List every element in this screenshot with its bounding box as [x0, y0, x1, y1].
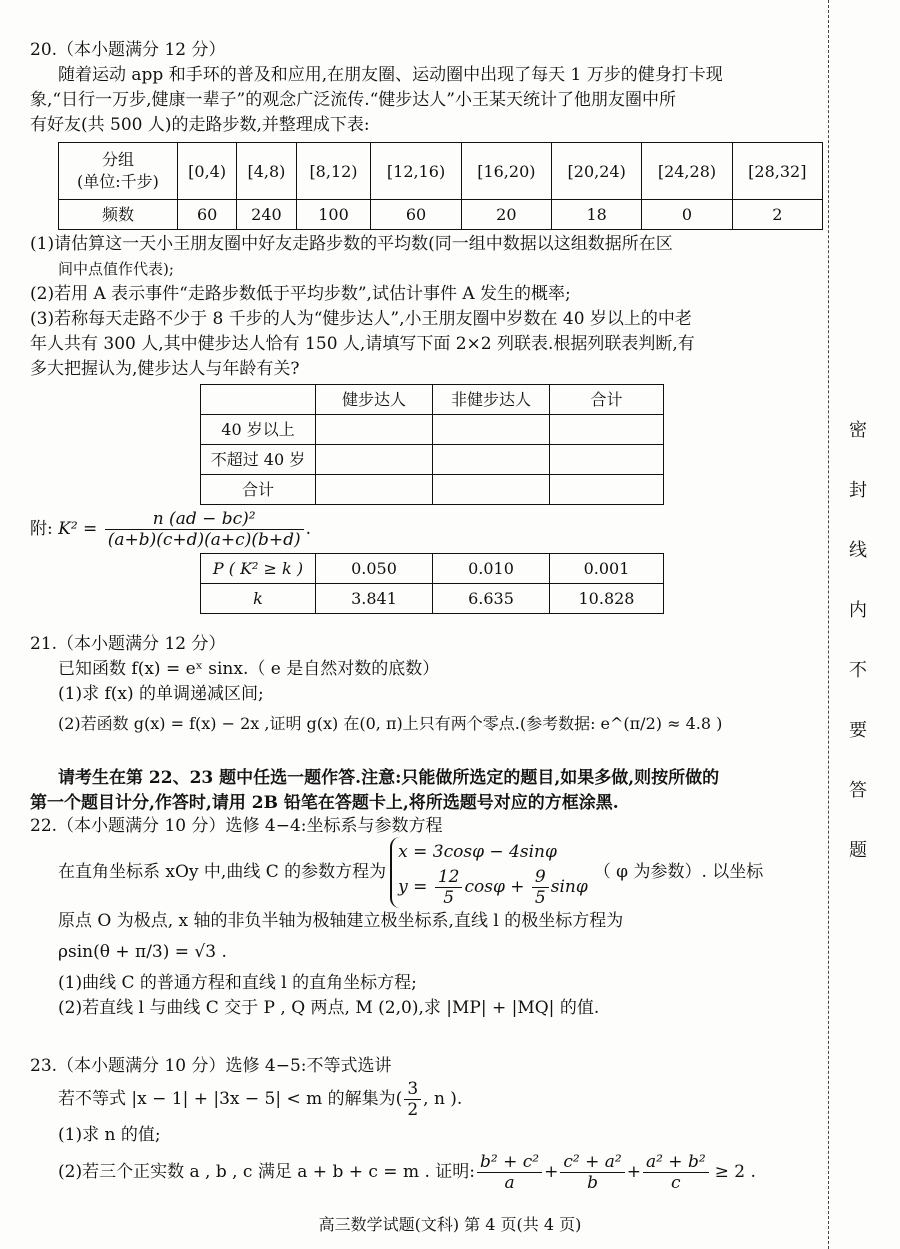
q20-intro-line: 有好友(共 500 人)的走路步数,并整理成下表:	[30, 115, 370, 135]
p-value-cell: 0.050	[316, 554, 433, 584]
group-cell: [20,24)	[552, 143, 642, 200]
contingency-row-label: 不超过 40 岁	[201, 445, 316, 475]
contingency-header-cell: 合计	[550, 385, 664, 415]
freq-cell: 20	[461, 200, 551, 230]
q20-part3-cont: 年人共有 300 人,其中健步达人恰有 150 人,请填写下面 2×2 列联表.根据列联表判断,有	[30, 334, 695, 354]
blank-cell	[316, 475, 433, 505]
q20-part1: (1)请估算这一天小王朋友圈中好友走路步数的平均数(同一组中数据以这组数据所在区	[30, 234, 673, 254]
group-cell: [24,28)	[642, 143, 732, 200]
contingency-header-cell: 非健步达人	[433, 385, 550, 415]
contingency-table	[200, 384, 664, 505]
group-cell: [28,32]	[732, 143, 822, 200]
blank-cell	[550, 415, 664, 445]
q23-header: 23.（本小题满分 10 分）选修 4−5:不等式选讲	[30, 1056, 392, 1076]
freq-cell: 240	[237, 200, 296, 230]
q22-intro: 在直角坐标系 xOy 中,曲线 C 的参数方程为 x = 3cosφ − 4sinφ y = $\frac{12}{5}$ cosφ + $\frac{9}{5}$ sinφ （ φ 为参数）. 以坐标	[30, 839, 820, 905]
seal-line-text: 密 封 线 内 不 要 答 题	[849, 420, 867, 861]
freq-cell: 2	[732, 200, 822, 230]
blank-cell	[316, 445, 433, 475]
q23-intro: 若不等式 |x − 1| + |3x − 5| < m 的解集为( $\frac{3}{2}$ , n ).	[58, 1078, 463, 1120]
blank-cell	[316, 415, 433, 445]
choice-note	[30, 766, 820, 816]
freq-cell: 18	[552, 200, 642, 230]
k-value-cell: 3.841	[316, 584, 433, 614]
q21-intro: 已知函数 f(x) = eˣ sinx.（ e 是自然对数的底数）	[58, 659, 440, 679]
question-23	[30, 1054, 820, 1196]
k-label-cell: k	[201, 584, 316, 614]
q21-header: 21.（本小题满分 12 分）	[30, 634, 226, 654]
formula-fraction: $\frac{\text{n (ad − bc)²}}{(a+b)(c+d)(a+c)(b+d)}$	[105, 509, 304, 550]
q22-part2: (2)若直线 l 与曲线 C 交于 P , Q 两点, M (2,0),求 |MP| + |MQ| 的值.	[58, 998, 600, 1018]
freq-header-cell: 分组 (单位:千步)	[59, 143, 178, 200]
q22-line2: 原点 O 为极点, x 轴的非负半轴为极轴建立极坐标系,直线 l 的极坐标方程为	[58, 911, 624, 931]
choice-note-line: 请考生在第 22、23 题中任选一题作答.注意:只能做所选定的题目,如果多做,则按所做的	[58, 768, 720, 788]
freq-cell: 60	[178, 200, 237, 230]
critical-value-table	[200, 553, 664, 614]
freq-label-cell: 频数	[59, 200, 178, 230]
q20-part3-cont: 多大把握认为,健步达人与年龄有关?	[30, 359, 300, 379]
contingency-row-label: 40 岁以上	[201, 415, 316, 445]
contingency-header-cell: 健步达人	[316, 385, 433, 415]
contingency-header-cell	[201, 385, 316, 415]
group-cell: [8,12)	[296, 143, 371, 200]
k-value-cell: 10.828	[550, 584, 664, 614]
q20-intro-line: 象,“日行一万步,健康一辈子”的观念广泛流传.“健步达人”小王某天统计了他朋友圈中所	[30, 90, 676, 110]
q21-part2: (2)若函数 g(x) = f(x) − 2x ,证明 g(x) 在(0, π)上只有两个零点.(参考数据: e^(π/2) ≈ 4.8 )	[58, 714, 723, 733]
q23-part1: (1)求 n 的值;	[58, 1125, 161, 1145]
question-21	[30, 632, 820, 736]
p-value-cell: 0.001	[550, 554, 664, 584]
k-squared-formula: 附: K² = $\frac{\text{n (ad − bc)²}}{(a+b)(c+d)(a+c)(b+d)}$ .	[30, 509, 312, 550]
freq-cell: 60	[371, 200, 461, 230]
parametric-system: x = 3cosφ − 4sinφ y = $\frac{12}{5}$ cosφ + $\frac{9}{5}$ sinφ	[390, 837, 588, 908]
q22-header: 22.（本小题满分 10 分）选修 4−4:坐标系与参数方程	[30, 816, 443, 836]
q20-part1-cont: 间中点值作代表);	[58, 260, 174, 278]
q20-part3: (3)若称每天走路不少于 8 千步的人为“健步达人”,小王朋友圈中岁数在 40 岁以上的中老	[30, 309, 692, 329]
contingency-row-label: 合计	[201, 475, 316, 505]
blank-cell	[433, 445, 550, 475]
page-footer: 高三数学试题(文科) 第 4 页(共 4 页)	[318, 1215, 582, 1234]
frequency-table	[58, 142, 823, 230]
q22-line3: ρsin(θ + π/3) = √3 .	[58, 942, 227, 962]
group-cell: [12,16)	[371, 143, 461, 200]
blank-cell	[433, 415, 550, 445]
k-value-cell: 6.635	[433, 584, 550, 614]
group-cell: [4,8)	[237, 143, 296, 200]
choice-note-line: 第一个题目计分,作答时,请用 2B 铅笔在答题卡上,将所选题号对应的方框涂黑.	[30, 793, 619, 813]
blank-cell	[550, 475, 664, 505]
blank-cell	[550, 445, 664, 475]
q20-header: 20.（本小题满分 12 分）	[30, 40, 226, 60]
blank-cell	[433, 475, 550, 505]
q23-part2: (2)若三个正实数 a , b , c 满足 a + b + c = m . 证明: $\frac{\text{b² + c²}}{a}$ + $\frac{\text{c² + a²}}{b}$ + $\frac{\text{a² + b²}}{c}$ ≥ 2 .	[58, 1151, 756, 1193]
freq-cell: 0	[642, 200, 732, 230]
group-cell: [0,4)	[178, 143, 237, 200]
p-label-cell: P ( K² ≥ k )	[201, 554, 316, 584]
q21-part1: (1)求 f(x) 的单调递减区间;	[58, 684, 264, 704]
q20-intro-line: 随着运动 app 和手环的普及和应用,在朋友圈、运动圈中出现了每天 1 万步的健身打卡现	[58, 65, 723, 85]
q22-part1: (1)曲线 C 的普通方程和直线 l 的直角坐标方程;	[58, 973, 417, 993]
p-value-cell: 0.010	[433, 554, 550, 584]
question-22	[30, 814, 820, 1021]
question-20	[30, 38, 820, 614]
group-cell: [16,20)	[461, 143, 551, 200]
q20-part2: (2)若用 A 表示事件“走路步数低于平均步数”,试估计事件 A 发生的概率;	[30, 284, 571, 304]
freq-cell: 100	[296, 200, 371, 230]
